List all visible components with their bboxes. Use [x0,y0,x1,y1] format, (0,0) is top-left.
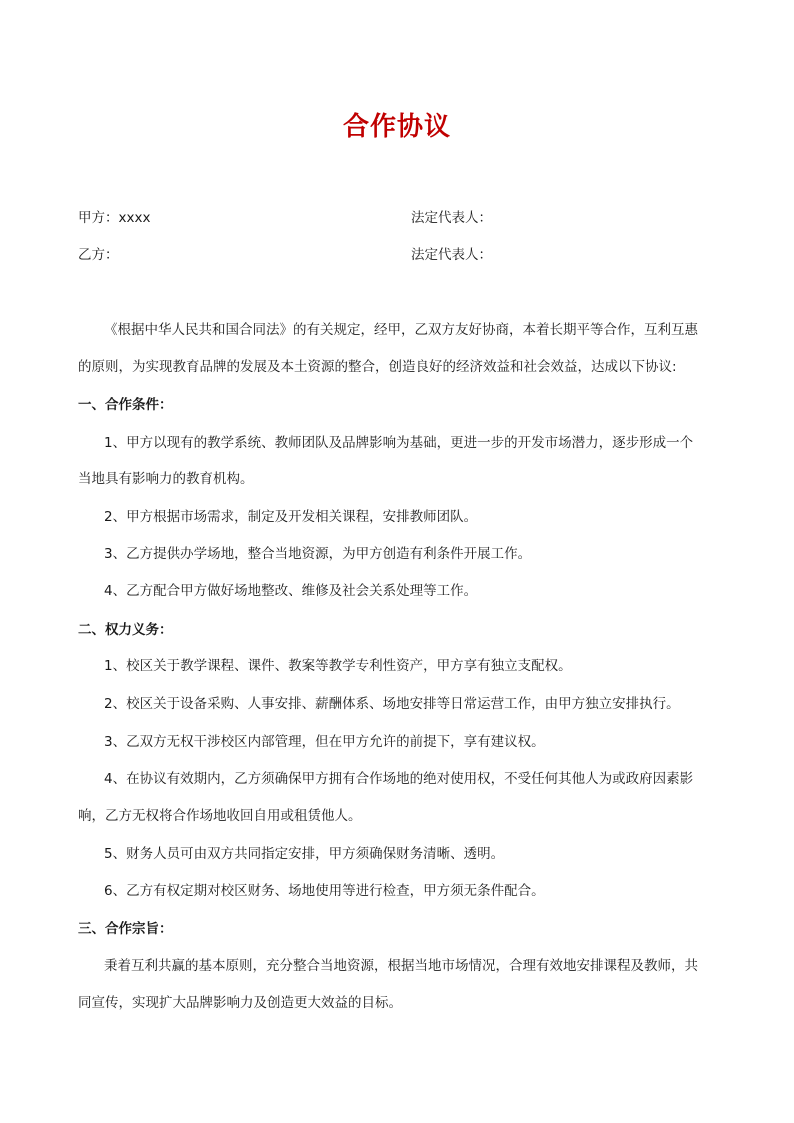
party-a-label: 甲方：xxxx [78,210,151,226]
intro-line-2: 的原则，为实现教育品牌的发展及本土资源的整合，创造良好的经济效益和社会效益，达成以下协议: [78,359,677,375]
section-1-heading: 一、合作条件： [78,397,173,413]
party-b-representative: 法定代表人： [411,247,492,263]
party-a-row [78,208,718,228]
section-3-body-line-1: 秉着互利共赢的基本原则，充分整合当地资源，根据当地市场情况，合理有效地安排课程及教师，共 [104,958,698,974]
party-b-row [78,245,718,265]
section-1-item-1-line-1: 1、甲方以现有的教学系统、教师团队及品牌影响为基础，更进一步的开发市场潜力，逐步形成一个 [104,435,694,451]
party-b-label: 乙方： [78,247,119,263]
section-2-item-5: 5、财务人员可由双方共同指定安排，甲方须确保财务清晰、透明。 [104,846,505,862]
section-2-item-2: 2、校区关于设备采购、人事安排、薪酬体系、场地安排等日常运营工作，由甲方独立安排执行。 [104,696,680,712]
section-2-item-4-line-1: 4、在协议有效期内，乙方须确保甲方拥有合作场地的绝对使用权，不受任何其他人为或政府因素影 [104,771,694,787]
section-1-item-3: 3、乙方提供办学场地，整合当地资源，为甲方创造有利条件开展工作。 [104,546,532,562]
section-2-item-6: 6、乙方有权定期对校区财务、场地使用等进行检查，甲方须无条件配合。 [104,883,545,899]
section-1-item-4: 4、乙方配合甲方做好场地整改、维修及社会关系处理等工作。 [104,583,478,599]
section-2-item-3: 3、乙双方无权干涉校区内部管理，但在甲方允许的前提下，享有建议权。 [104,734,545,750]
party-a-representative: 法定代表人： [411,210,492,226]
intro-line-1: 《根据中华人民共和国合同法》的有关规定，经甲，乙双方友好协商，本着长期平等合作，互利互惠 [104,322,698,338]
document-title: 合作协议 [342,112,451,142]
section-3-body-line-2: 同宣传，实现扩大品牌影响力及创造更大效益的目标。 [78,995,402,1011]
section-2-heading: 二、权力义务： [78,622,173,638]
section-1-item-1-line-2: 当地具有影响力的教育机构。 [78,471,254,487]
section-2-item-4-line-2: 响，乙方无权将合作场地收回自用或租赁他人。 [78,808,362,824]
section-3-heading: 三、合作宗旨： [78,921,173,937]
section-2-item-1: 1、校区关于教学课程、课件、教案等教学专利性资产，甲方享有独立支配权。 [104,658,572,674]
section-1-item-2: 2、甲方根据市场需求，制定及开发相关课程，安排教师团队。 [104,509,478,525]
